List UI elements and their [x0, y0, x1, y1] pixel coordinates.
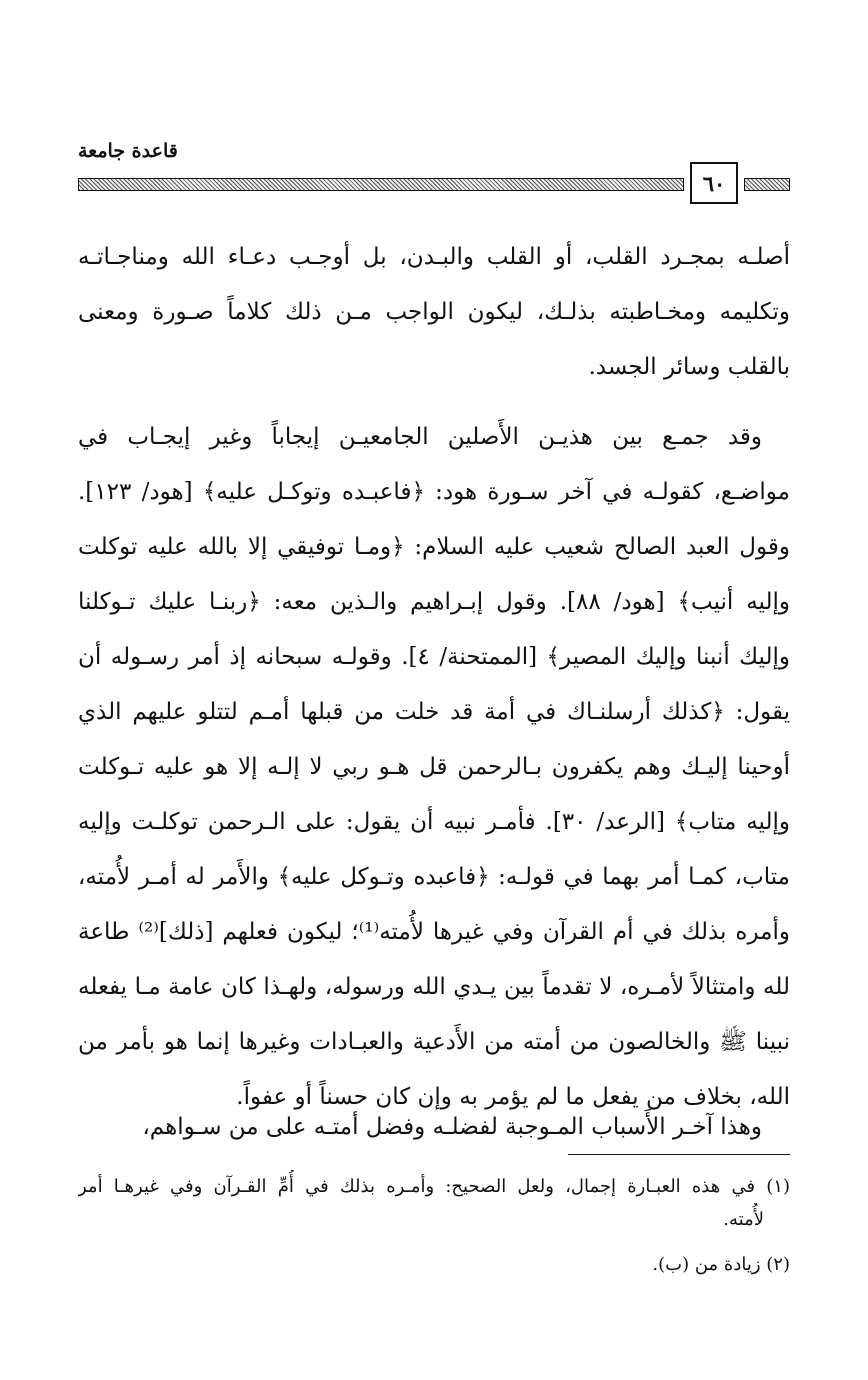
text-line: يقول: ﴿كذلك أرسلنـاك في أمة قد خلت من قبلها أمـم لتتلو عليهم الذي: [78, 699, 790, 725]
text-line: نبينا ﷺ والخالصون من أمته من الأَدعية والعبـادات وغيرها إنما هو بأمر من: [78, 1029, 790, 1055]
text-line: وإليه أنيب﴾ [هود/ ٨٨]. وقول إبـراهيم والـذين معه: ﴿ربنـا عليك تـوكلنا: [78, 589, 790, 615]
paragraph-1: [78, 230, 790, 395]
text-line: الله، بخلاف من يفعل ما لم يؤمر به وإن كان حسناً أو عفواً.: [236, 1084, 790, 1110]
running-header-title: قاعدة جامعة: [78, 140, 178, 162]
text-line: وأمره بذلك في أم القرآن وفي غيرها لأُمته⁽¹⁾؛ ليكون فعلهم [ذلك]⁽²⁾ طاعة: [78, 919, 790, 945]
text-line: أوحينا إليـك وهم يكفرون بـالرحمن قل هـو ربي لا إلـه إلا هو عليه تـوكلت: [78, 754, 790, 780]
text-line: بالقلب وسائر الجسد.: [588, 354, 790, 380]
text-line: وهذا آخـر الأَسباب المـوجبة لفضلـه وفضل أمتـه على من سـواهم،: [142, 1114, 762, 1140]
text-line: وإليه متاب﴾ [الرعد/ ٣٠]. فأمـر نبيه أن يقول: على الـرحمن توكلـت وإليه: [78, 809, 790, 835]
page-number-box: [690, 162, 738, 204]
text-line: وقول العبد الصالح شعيب عليه السلام: ﴿ومـا توفيقي إلا بالله عليه توكلت: [78, 534, 790, 560]
footnote-1-line: (١) في هذه العبـارة إجمال، ولعل الصحيح: وأمـره بذلك في أُمِّ القـرآن وفي غيرهـا أمر: [78, 1176, 790, 1197]
paragraph-3: [78, 1100, 790, 1155]
header-rule-right: [744, 178, 790, 191]
footnote-2-line: (٢) زيادة من (ب).: [652, 1254, 790, 1275]
paragraph-2: [78, 410, 790, 1125]
footnote-1-line: لأُمته.: [723, 1209, 764, 1230]
text-line: مواضـع، كقولـه في آخر سـورة هود: ﴿فاعبـده وتوكـل عليه﴾ [هود/ ١٢٣].: [78, 479, 790, 505]
text-line: لله وامتثالاً لأمـره، لا تقدماً بين يـدي الله ورسوله، ولهـذا كان عامة مـا يفعله: [78, 974, 790, 1000]
text-line: وإليك أنبنا وإليك المصير﴾ [الممتحنة/ ٤]. وقولـه سبحانه إذ أمر رسـوله أن: [78, 644, 790, 670]
footnotes: [78, 1170, 790, 1281]
text-line: وتكليمه ومخـاطبته بذلـك، ليكون الواجب مـن ذلك كلاماً صـورة ومعنى: [78, 299, 790, 325]
footnote-separator: [568, 1154, 790, 1155]
text-line: أصلـه بمجـرد القلب، أو القلب والبـدن، بل أوجـب دعـاء الله ومناجـاتـه: [78, 244, 790, 270]
header-rule-left: [78, 178, 684, 191]
text-line: وقد جمـع بين هذيـن الأَصلين الجامعيـن إيجاباً وغير إيجـاب في: [78, 424, 762, 450]
text-line: متاب، كمـا أمر بهما في قولـه: ﴿فاعبده وتـوكل عليه﴾ والأَمر له أمـر لأُمته،: [78, 864, 790, 890]
page-number: ٦٠: [702, 170, 726, 196]
